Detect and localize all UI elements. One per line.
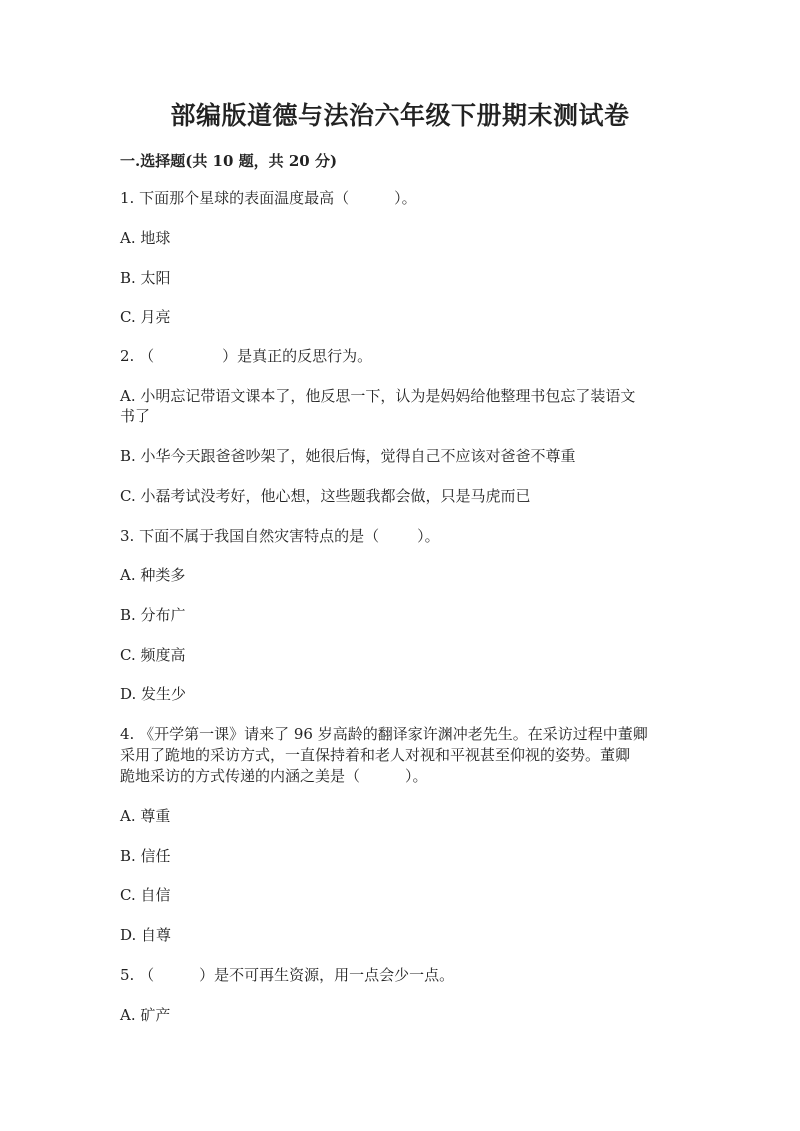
question-5-stem	[120, 965, 680, 986]
question-1-option-a: A. 地球	[120, 229, 171, 247]
question-3-stem	[120, 526, 680, 547]
question-2-text: 2. （	[120, 347, 155, 365]
question-4-stem-line-1: 4. 《开学第一课》请来了 96 岁高龄的翻译家许渊冲老先生。在采访过程中董卿	[120, 725, 648, 743]
question-4-text-end: ）。	[405, 767, 428, 785]
question-1-text-end: ）。	[394, 189, 417, 207]
question-2-text-end: ）是真正的反思行为。	[222, 347, 373, 365]
question-1-stem	[120, 188, 680, 209]
question-2-option-c: C. 小磊考试没考好，他心想，这些题我都会做，只是马虎而已	[120, 487, 531, 505]
question-4-option-d: D. 自尊	[120, 926, 172, 944]
question-3-option-b: B. 分布广	[120, 606, 186, 624]
question-5-text-end: ）是不可再生资源，用一点会少一点。	[199, 966, 455, 984]
question-2-option-a-line-1: A. 小明忘记带语文课本了，他反思一下，认为是妈妈给他整理书包忘了装语文	[120, 387, 636, 405]
question-2-stem	[120, 346, 680, 367]
question-2-option-a-line-2: 书了	[120, 407, 151, 425]
question-4-stem-line-3	[120, 766, 680, 787]
question-5-text: 5. （	[120, 966, 155, 984]
question-1-option-b: B. 太阳	[120, 269, 171, 287]
question-3-option-d: D. 发生少	[120, 685, 187, 703]
question-4-option-c: C. 自信	[120, 886, 171, 904]
question-5-option-a: A. 矿产	[120, 1006, 171, 1024]
question-3-option-c: C. 频度高	[120, 646, 186, 664]
question-2-option-b: B. 小华今天跟爸爸吵架了，她很后悔，觉得自己不应该对爸爸不尊重	[120, 447, 576, 465]
question-3-option-a: A. 种类多	[120, 566, 186, 584]
question-1-text: 1. 下面那个星球的表面温度最高（	[120, 189, 350, 207]
page-title: 部编版道德与法治六年级下册期末测试卷	[170, 101, 630, 130]
question-1-option-c: C. 月亮	[120, 308, 171, 326]
question-4-text: 跪地采访的方式传递的内涵之美是（	[120, 767, 361, 785]
question-3-text-end: ）。	[417, 527, 440, 545]
question-4-stem-line-2: 采用了跪地的采访方式，一直保持着和老人对视和平视甚至仰视的姿势。董卿	[120, 746, 631, 764]
section-heading: 一.选择题(共 10 题，共 20 分)	[120, 152, 338, 170]
question-3-text: 3. 下面不属于我国自然灾害特点的是（	[120, 527, 380, 545]
question-4-option-b: B. 信任	[120, 847, 171, 865]
question-4-option-a: A. 尊重	[120, 807, 171, 825]
